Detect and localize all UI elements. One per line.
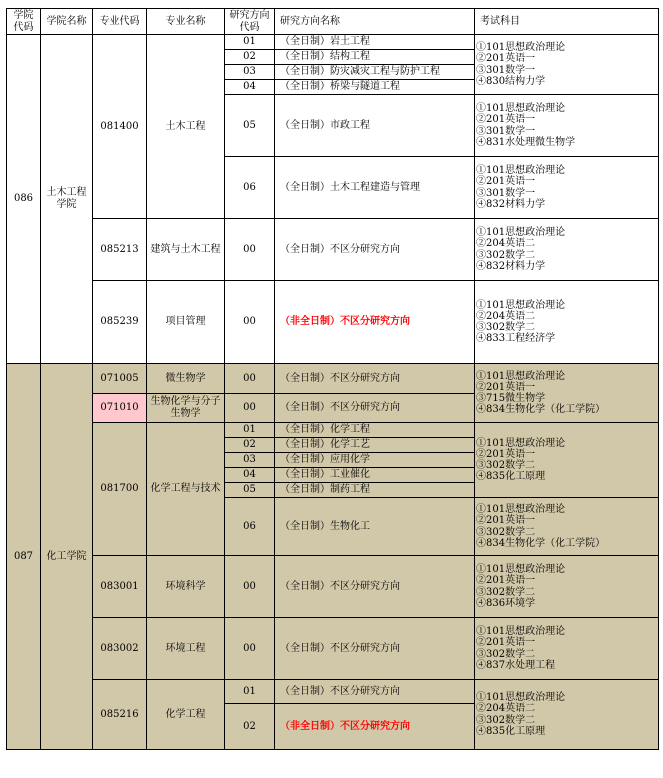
dir-code: 00 <box>225 364 275 394</box>
dir-code: 01 <box>225 680 275 704</box>
dir-name: （全日制）土木工程建造与管理 <box>275 157 475 219</box>
major-name: 建筑与土木工程 <box>147 219 225 281</box>
dir-name: （全日制）不区分研究方向 <box>275 364 475 394</box>
major-code: 081400 <box>93 35 147 219</box>
dir-name: （全日制）不区分研究方向 <box>275 618 475 680</box>
dir-code: 01 <box>225 35 275 50</box>
dir-code: 02 <box>225 438 275 453</box>
college-name: 化工学院 <box>41 364 93 750</box>
college-code: 086 <box>7 35 41 364</box>
dir-name: （全日制）不区分研究方向 <box>275 556 475 618</box>
major-code: 085216 <box>93 680 147 750</box>
dir-name: （全日制）市政工程 <box>275 95 475 157</box>
header-college-code: 学院代码 <box>7 9 41 35</box>
major-name: 微生物学 <box>147 364 225 394</box>
dir-name-part-time: （非全日制）不区分研究方向 <box>275 704 475 750</box>
major-name: 项目管理 <box>147 281 225 364</box>
exam-subjects: ①101思想政治理论 ②201英语一 ③302数学二 ④834生物化学（化工学院） <box>475 498 659 556</box>
major-name: 化学工程 <box>147 680 225 750</box>
header-major-name: 专业名称 <box>147 9 225 35</box>
major-name: 土木工程 <box>147 35 225 219</box>
exam-subjects: ①101思想政治理论 ②204英语二 ③302数学二 ④835化工原理 <box>475 680 659 750</box>
exam-subjects: ①101思想政治理论 ②204英语二 ③302数学二 ④833工程经济学 <box>475 281 659 364</box>
table-row <box>7 556 659 618</box>
header-row <box>7 9 659 35</box>
exam-subjects: ①101思想政治理论 ②204英语二 ③302数学二 ④832材料力学 <box>475 219 659 281</box>
dir-code: 04 <box>225 468 275 483</box>
dir-name: （全日制）不区分研究方向 <box>275 680 475 704</box>
table-row <box>7 219 659 281</box>
college-name: 土木工程学院 <box>41 35 93 364</box>
dir-code: 03 <box>225 65 275 80</box>
dir-code: 06 <box>225 157 275 219</box>
major-code: 085213 <box>93 219 147 281</box>
major-name: 化学工程与技术 <box>147 423 225 556</box>
dir-code: 00 <box>225 394 275 423</box>
dir-name: （全日制）桥梁与隧道工程 <box>275 80 475 95</box>
dir-name: （全日制）结构工程 <box>275 50 475 65</box>
dir-name: （全日制）不区分研究方向 <box>275 394 475 423</box>
dir-code: 06 <box>225 498 275 556</box>
dir-name-part-time: （非全日制）不区分研究方向 <box>275 281 475 364</box>
dir-code: 05 <box>225 95 275 157</box>
exam-subjects: ①101思想政治理论 ②201英语一 ③302数学二 ④835化工原理 <box>475 423 659 498</box>
exam-subjects: ①101思想政治理论 ②201英语一 ③301数学一 ④831水处理微生物学 <box>475 95 659 157</box>
major-code-highlighted: 071010 <box>93 394 147 423</box>
dir-code: 01 <box>225 423 275 438</box>
dir-name: （全日制）岩土工程 <box>275 35 475 50</box>
exam-subjects: ①101思想政治理论 ②201英语一 ③302数学二 ④836环境学 <box>475 556 659 618</box>
major-code: 081700 <box>93 423 147 556</box>
major-name: 环境科学 <box>147 556 225 618</box>
table-row <box>7 364 659 394</box>
exam-subjects: ①101思想政治理论 ②201英语一 ③715微生物学 ④834生物化学（化工学院） <box>475 364 659 423</box>
dir-name: （全日制）不区分研究方向 <box>275 219 475 281</box>
dir-code: 02 <box>225 704 275 750</box>
dir-name: （全日制）应用化学 <box>275 453 475 468</box>
major-code: 083001 <box>93 556 147 618</box>
dir-name: （全日制）生物化工 <box>275 498 475 556</box>
header-dir-code: 研究方向代码 <box>225 9 275 35</box>
table-row <box>7 680 659 704</box>
major-code: 071005 <box>93 364 147 394</box>
exam-subjects: ①101思想政治理论 ②201英语一 ③301数学一 ④830结构力学 <box>475 35 659 95</box>
header-major-code: 专业代码 <box>93 9 147 35</box>
dir-code: 04 <box>225 80 275 95</box>
dir-name: （全日制）化学工程 <box>275 423 475 438</box>
dir-code: 00 <box>225 281 275 364</box>
dir-code: 00 <box>225 618 275 680</box>
major-code: 083002 <box>93 618 147 680</box>
table-row <box>7 281 659 322</box>
major-name: 生物化学与分子生物学 <box>147 394 225 423</box>
dir-name: （全日制）制药工程 <box>275 483 475 498</box>
college-code: 087 <box>7 364 41 750</box>
dir-code: 00 <box>225 556 275 618</box>
table-row <box>7 423 659 438</box>
table-row <box>7 35 659 50</box>
dir-code: 05 <box>225 483 275 498</box>
header-college-name: 学院名称 <box>41 9 93 35</box>
table-row <box>7 618 659 680</box>
major-code: 085239 <box>93 281 147 364</box>
dir-code: 00 <box>225 219 275 281</box>
exam-subjects: ①101思想政治理论 ②201英语一 ③301数学一 ④832材料力学 <box>475 157 659 219</box>
dir-code: 03 <box>225 453 275 468</box>
major-name: 环境工程 <box>147 618 225 680</box>
admissions-table <box>6 8 659 750</box>
dir-code: 02 <box>225 50 275 65</box>
dir-name: （全日制）防灾减灾工程与防护工程 <box>275 65 475 80</box>
exam-subjects: ①101思想政治理论 ②201英语一 ③302数学二 ④837水处理工程 <box>475 618 659 680</box>
dir-name: （全日制）工业催化 <box>275 468 475 483</box>
header-exam: 考试科目 <box>475 9 659 35</box>
dir-name: （全日制）化学工艺 <box>275 438 475 453</box>
header-dir-name: 研究方向名称 <box>275 9 475 35</box>
